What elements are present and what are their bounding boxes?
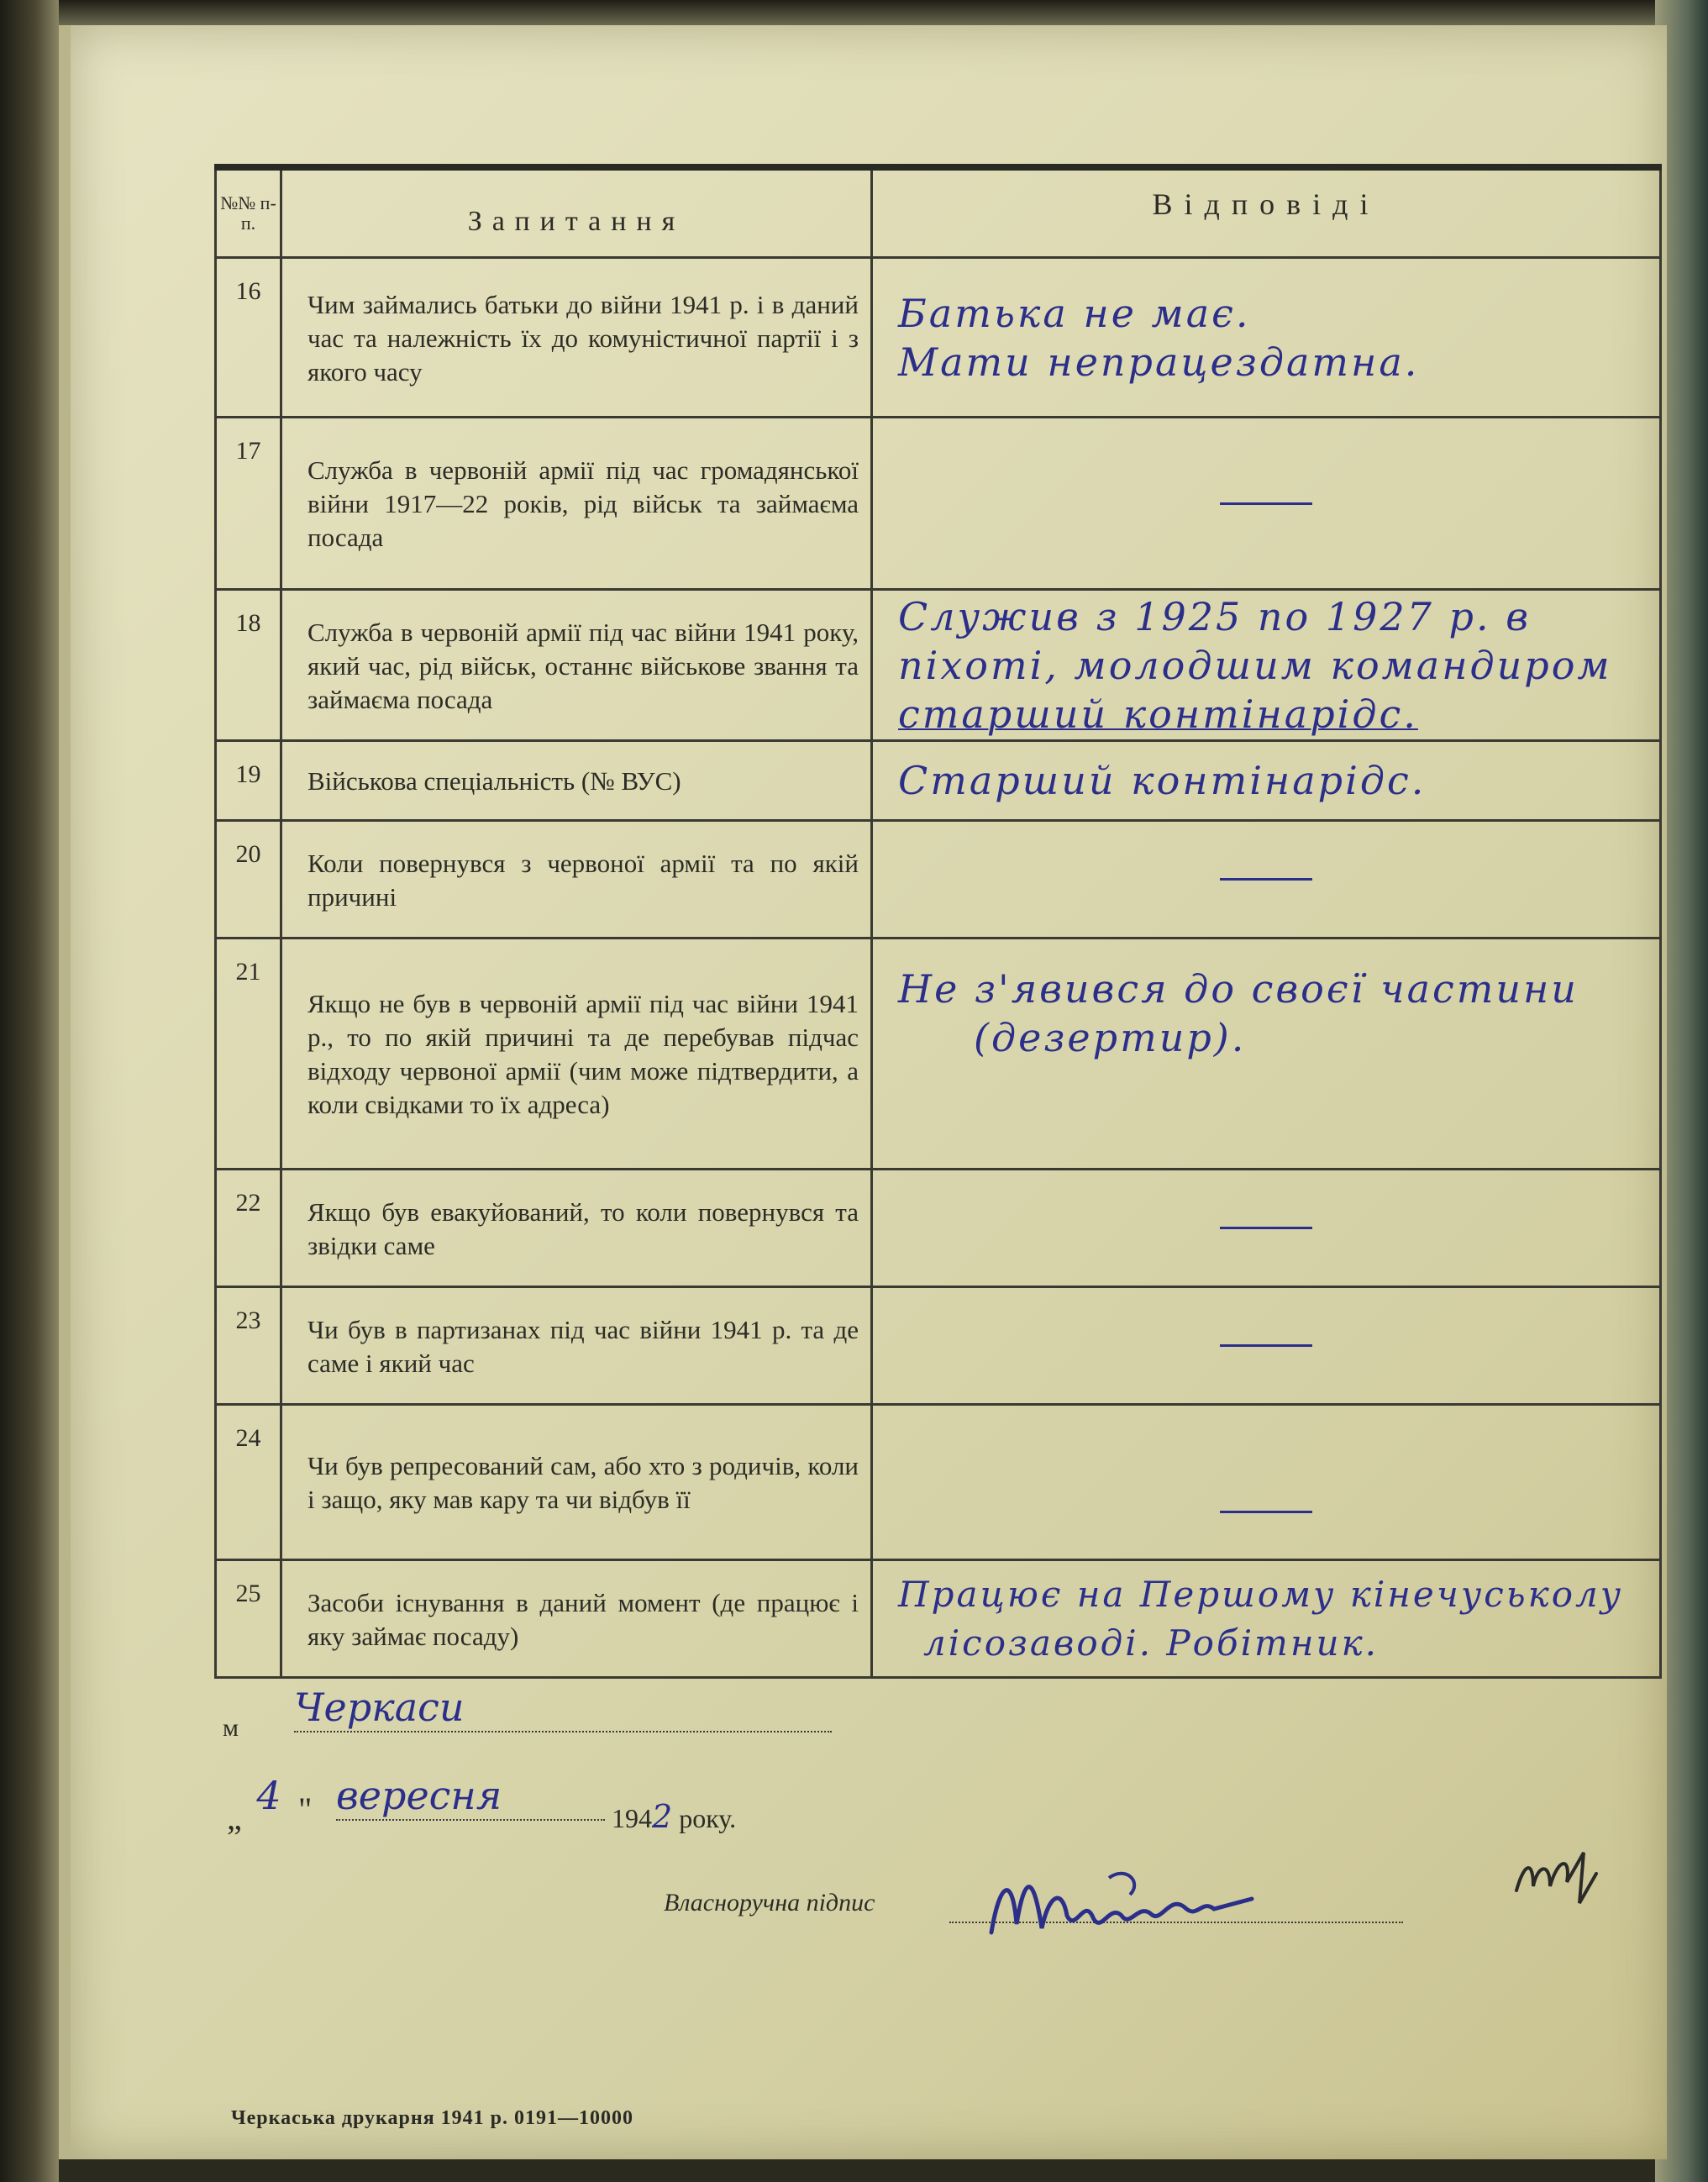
row-question: Якщо не був в червоній армії під час війни 1941 р., то по якій причині та де перебував підчас відходу червоної армії (чим може підтвердити, а коли свідками то їх адреса)	[281, 939, 872, 1170]
handwritten-line: Мати непрацездатна.	[898, 339, 1420, 385]
row-answer	[872, 418, 1661, 590]
handwritten-line: Не з'явився до своєї частини	[898, 966, 1579, 1012]
handwritten-line: старший контінарідс.	[898, 691, 1418, 737]
row-answer	[872, 258, 1661, 418]
handwritten-line: Працює на Першому кінечуськолу	[898, 1573, 1624, 1615]
page-top-edge	[59, 0, 1655, 25]
handwritten-line: піхоті, молодшим командиром	[898, 642, 1612, 688]
handwritten-line: (дезертир).	[974, 1015, 1247, 1060]
row-question: Коли повернувся з червоної армії та по якій причині	[281, 821, 872, 939]
year-suffix: року.	[679, 1803, 737, 1833]
row-answer	[872, 1287, 1661, 1405]
quote-mark-close: "	[298, 1790, 313, 1828]
year-handwritten: 2	[652, 1798, 673, 1835]
book-spine	[0, 0, 59, 2182]
blank-answer-dash	[1220, 502, 1312, 505]
handwritten-line: Батька не має.	[898, 290, 1251, 336]
table-header-row	[216, 167, 1661, 258]
month-field	[336, 1773, 605, 1821]
city-field	[294, 1685, 832, 1732]
row-number: 24	[216, 1405, 281, 1560]
year-printed: 194	[612, 1803, 652, 1833]
row-question: Якщо був евакуйований, то коли повернувся та звідки саме	[281, 1170, 872, 1287]
table-row	[216, 1287, 1661, 1405]
row-answer	[872, 1405, 1661, 1560]
table-row	[216, 1560, 1661, 1678]
row-number: 18	[216, 590, 281, 741]
handwritten-line: лісозаводі. Робітник.	[923, 1622, 1380, 1664]
header-question: Запитання	[281, 167, 872, 258]
signature-label: Власноручна підпис	[664, 1889, 875, 1916]
handwritten-line: Старший контінарідс.	[898, 758, 1427, 803]
table-row	[216, 418, 1661, 590]
table-row	[216, 590, 1661, 741]
row-number: 17	[216, 418, 281, 590]
row-question: Чи був репресований сам, або хто з родичів, коли і защо, яку мав кару та чи відбув її	[281, 1405, 872, 1560]
day-handwritten: 4	[256, 1773, 281, 1818]
row-answer	[872, 590, 1661, 741]
row-answer	[872, 939, 1661, 1170]
row-question: Чи був в партизанах під час війни 1941 р. та де саме і який час	[281, 1287, 872, 1405]
table-row	[216, 1405, 1661, 1560]
row-answer	[872, 821, 1661, 939]
blank-answer-dash	[1220, 878, 1312, 881]
blank-answer-dash	[1220, 1344, 1312, 1347]
row-question: Служба в червоній армії під час громадянської війни 1917—22 років, рід військ та займаєма посада	[281, 418, 872, 590]
handwritten-line: Служив з 1925 по 1927 р. в	[898, 593, 1531, 639]
handwritten-signature	[983, 1857, 1260, 1953]
header-answer: Відповіді	[872, 167, 1661, 258]
row-answer	[872, 1170, 1661, 1287]
city-label: м	[223, 1714, 239, 1742]
header-number: №№ п-п.	[216, 167, 281, 258]
row-number: 23	[216, 1287, 281, 1405]
row-number: 21	[216, 939, 281, 1170]
row-number: 19	[216, 741, 281, 821]
city-handwritten: Черкаси	[294, 1685, 465, 1730]
row-question: Військова спеціальність (№ ВУС)	[281, 741, 872, 821]
row-question: Чим займались батьки до війни 1941 р. і в даний час та належність їх до комуністичної партії і з якого часу	[281, 258, 872, 418]
blank-answer-dash	[1220, 1511, 1312, 1513]
row-number: 22	[216, 1170, 281, 1287]
row-answer	[872, 1560, 1661, 1678]
handwritten-corner-mark	[1512, 1844, 1605, 1916]
quote-mark-open: „	[227, 1799, 242, 1837]
table-row	[216, 258, 1661, 418]
month-handwritten: вересня	[336, 1773, 502, 1818]
blank-answer-dash	[1220, 1227, 1312, 1229]
row-question: Служба в червоній армії під час війни 1941 року, який час, рід військ, останнє військове звання та займаєма посада	[281, 590, 872, 741]
year-field	[612, 1798, 736, 1835]
row-number: 16	[216, 258, 281, 418]
row-number: 20	[216, 821, 281, 939]
table-row	[216, 1170, 1661, 1287]
day-field	[244, 1773, 294, 1819]
table-row	[216, 821, 1661, 939]
row-answer	[872, 741, 1661, 821]
table-row	[216, 741, 1661, 821]
questionnaire-table	[214, 164, 1662, 1679]
table-row	[216, 939, 1661, 1170]
row-number: 25	[216, 1560, 281, 1678]
row-question: Засоби існування в даний момент (де працює і яку займає посаду)	[281, 1560, 872, 1678]
printer-imprint: Черкаська друкарня 1941 р. 0191—10000	[231, 2107, 634, 2129]
